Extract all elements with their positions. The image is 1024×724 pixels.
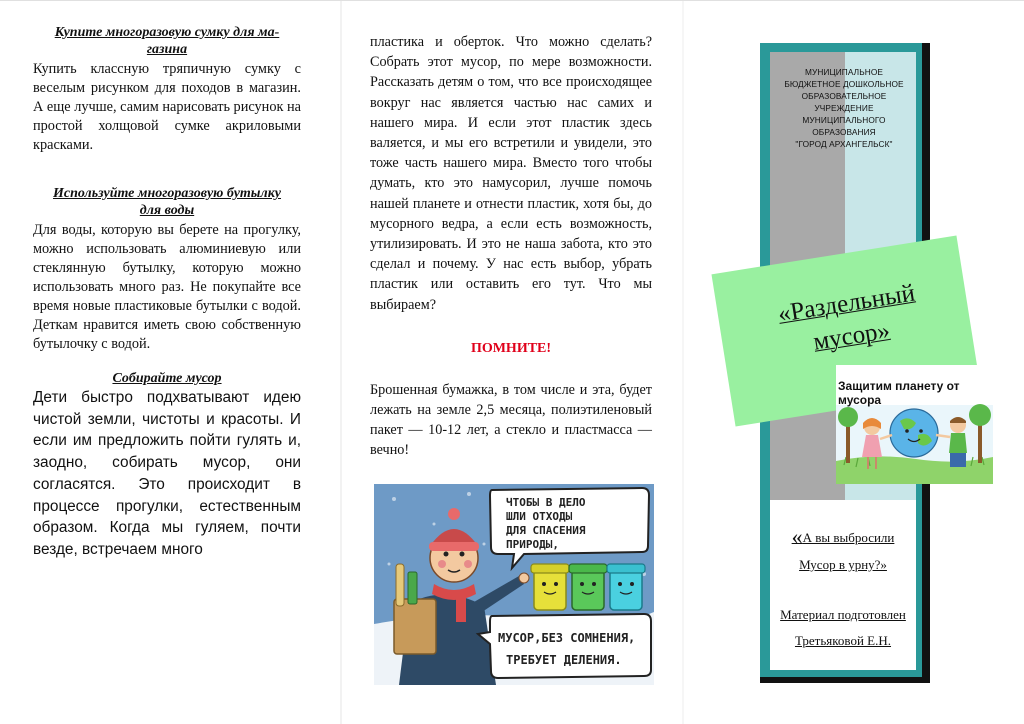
question-line-2: Мусор в урну?» (799, 557, 887, 572)
title-line: мусор» (811, 316, 892, 356)
section-reusable-bag-text: Купить классную тряпичную сумку с веселым рисунком для походов в магазин. А еще лучше, самим нарисовать рисунок на простой холщовой сумке акриловыми красками. (33, 61, 301, 153)
planet-caption: Защитим планету от мусора (838, 379, 960, 407)
title-line: для воды (139, 203, 195, 218)
column-middle (370, 32, 652, 461)
opening-quote: « (791, 524, 803, 549)
cartoon-illustration (374, 484, 654, 685)
continued-text: пластика и оберток. Что можно сделать? Собрать этот мусор, по мере возможности. Рассказать детям о том, что все происходящее вокруг нас является частью нас самих и нашего мира. И если этот пластик здесь валяется, и мы его встретили и увидели, это тоже часть нашего мира. Вместо того чтобы думать, кто это намусорил, лучше помочь нашей планете и отнести пластик, хотя бы, до мусорного ведра, а если есть возможность, утилизировать. И это не наша забота, кто это сделал и почему. У нас есть выбор, убрать пластик или оставить его тут. Что мы выбираем? (370, 34, 652, 313)
bubble1-line: ПРИРОДЫ, (506, 538, 559, 551)
cartoon-svg (374, 484, 654, 685)
title-line: газина (146, 42, 188, 57)
org-line: МУНИЦИПАЛЬНОГО (802, 115, 886, 125)
bubble2-line: МУСОР,БЕЗ СОМНЕНИЯ, (498, 631, 636, 645)
org-line: ОБРАЗОВАТЕЛЬНОЕ (801, 91, 887, 101)
org-line: "ГОРОД АРХАНГЕЛЬСК" (795, 139, 893, 149)
org-line: БЮДЖЕТНОЕ ДОШКОЛЬНОЕ (784, 79, 904, 89)
title-line: Используйте многоразовую бутылку (52, 186, 282, 201)
question-line-1 (770, 522, 916, 548)
decomposition-fact: Брошенная бумажка, в том числе и эта, будет лежать на земле 2,5 месяца, полиэтиленовый пакет — 10-12 лет, а стекло и пластмасса — вечно! (370, 381, 652, 459)
section-reusable-bag-title (33, 24, 301, 58)
organization-name (775, 66, 913, 150)
remember-heading: ПОМНИТЕ! (470, 340, 552, 356)
bubble1-line: ДЛЯ СПАСЕНИЯ (506, 524, 586, 537)
question-text: А вы выбросили (802, 530, 895, 545)
bubble1-line: ШЛИ ОТХОДЫ (506, 510, 573, 523)
credit-line-2: Третьяковой Е.Н. (794, 633, 892, 648)
org-line: МУНИЦИПАЛЬНОЕ (804, 67, 884, 77)
section-collect-trash-title: Собирайте мусор (112, 371, 222, 386)
org-line: ОБРАЗОВАНИЯ (812, 127, 876, 137)
org-line: УЧРЕЖДЕНИЕ (814, 103, 874, 113)
section-collect-trash-text: Дети быстро подхватывают идею чистой земли, чистоты и красоты. И если им предложить пойти гулять и, заодно, собирать мусор, они согласятся. Это происходит в процессе прогулки, естественным образом. Когда мы гуляем, почти везде, встречаем много (33, 389, 301, 558)
bubble1-line: ЧТОБЫ В ДЕЛО (506, 496, 586, 509)
section-reusable-bottle-title (33, 185, 301, 219)
title-line: Купите многоразовую сумку для ма- (54, 25, 280, 40)
bubble2-line: ТРЕБУЕТ ДЕЛЕНИЯ. (506, 653, 622, 667)
column-left (33, 24, 301, 561)
credit-line-1: Материал подготовлен (780, 607, 906, 622)
section-reusable-bottle-text: Для воды, которую вы берете на прогулку, можно использовать алюминиевую или стеклянную бутылку, которую можно использовать много раз. Не покупайте все время новые пластиковые бутылки с водой. Деткам нравится иметь свою собственную бутылочку с водой. (33, 222, 301, 352)
title-line: «Раздельный (776, 279, 917, 328)
